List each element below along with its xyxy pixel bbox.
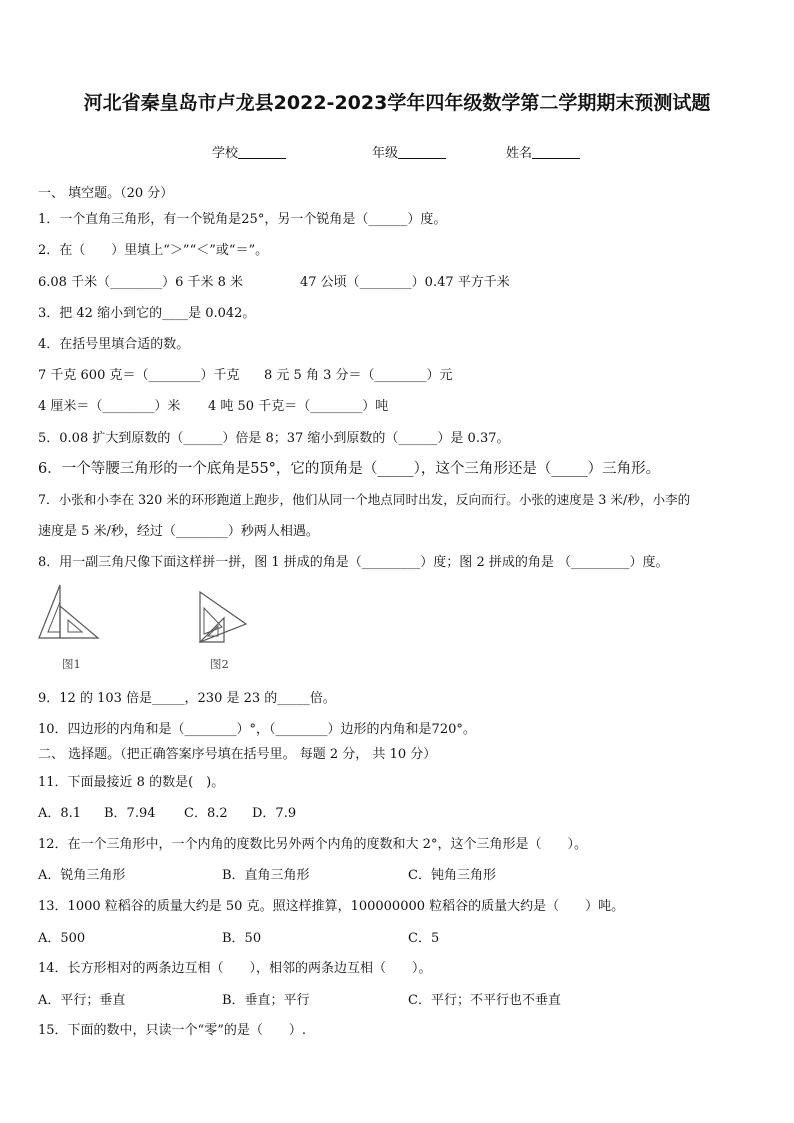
question-4-row1 <box>38 364 758 382</box>
question-12-options <box>38 864 758 882</box>
option-a[interactable]: A．锐角三角形 <box>38 868 126 883</box>
figure-2-set-squares <box>194 590 256 650</box>
question-2: 2．在（ ）里填上“＞”“＜”或“＝”。 <box>38 243 269 258</box>
question-4b: 8 元 5 角 3 分＝（________）元 <box>264 368 453 383</box>
grade-field <box>372 142 446 161</box>
option-c[interactable]: C．钝角三角形 <box>408 868 496 883</box>
question-13: 13．1000 粒稻谷的质量大约是 50 克。照这样推算，100000000 粒稻谷的质量大约是（ ）吨。 <box>38 899 625 914</box>
question-14-options <box>38 989 758 1007</box>
option-d[interactable]: D．7.9 <box>252 806 297 821</box>
grade-label: 年级 <box>372 146 399 161</box>
fig1-triangle-45-inner <box>68 620 82 632</box>
option-b[interactable]: B．垂直；平行 <box>222 993 310 1008</box>
fig1-triangle-45 <box>60 606 98 638</box>
question-4: 4．在括号里填合适的数。 <box>38 337 190 352</box>
option-c[interactable]: C．5 <box>408 931 440 946</box>
question-9: 9．12 的 103 倍是_____，230 是 23 的_____倍。 <box>38 691 336 706</box>
name-field <box>506 142 580 161</box>
grade-blank[interactable] <box>398 146 446 159</box>
option-b[interactable]: B．直角三角形 <box>222 868 310 883</box>
option-a[interactable]: A．8.1 <box>38 806 82 821</box>
option-b[interactable]: B．7.94 <box>104 806 156 821</box>
question-6: 6．一个等腰三角形的一个底角是55°，它的顶角是（_____），这个三角形还是（_____）三角形。 <box>38 461 661 477</box>
option-a[interactable]: A．平行；垂直 <box>38 993 126 1008</box>
fig2-triangle-45-inner <box>208 626 218 636</box>
school-blank[interactable] <box>238 146 286 159</box>
question-13-options <box>38 927 758 945</box>
question-7-line-2: 速度是 5 米/秒，经过（________）秒两人相遇。 <box>38 524 319 539</box>
question-5: 5．0.08 扩大到原数的（______）倍是 8；37 缩小到原数的（______）是 0.37。 <box>38 431 510 446</box>
figure-1-caption: 图1 <box>62 657 81 671</box>
question-3: 3．把 42 缩小到它的____是 0.042。 <box>38 306 256 321</box>
figure-2-caption: 图2 <box>210 657 229 671</box>
question-4a: 7 千克 600 克＝（________）千克 <box>38 368 240 383</box>
option-b[interactable]: B．50 <box>222 931 262 946</box>
question-11-options <box>38 802 758 820</box>
question-2a: 6.08 千米（________）6 千米 8 米 <box>38 275 244 290</box>
fig1-triangle-30-60-inner <box>48 602 60 632</box>
school-field <box>212 142 286 161</box>
question-14: 14．长方形相对的两条边互相（ ），相邻的两条边互相（ ）。 <box>38 961 432 976</box>
section-fill-in-heading: 一、 填空题。（20 分） <box>38 186 174 201</box>
question-15: 15．下面的数中，只读一个“零”的是（ ）. <box>38 1023 306 1038</box>
option-c[interactable]: C．8.2 <box>184 806 228 821</box>
question-8: 8．用一副三角尺像下面这样拼一拼，图 1 拼成的角是（_________）度；图 2 拼成的角是 （_________）度。 <box>38 555 669 570</box>
school-label: 学校 <box>212 146 239 161</box>
question-4c: 4 厘米＝（________）米 <box>38 399 181 414</box>
question-2b: 47 公顷（________）0.47 平方千米 <box>300 275 510 290</box>
question-2-items <box>38 271 758 289</box>
option-a[interactable]: A．500 <box>38 931 86 946</box>
question-4d: 4 吨 50 千克＝（________）吨 <box>208 399 389 414</box>
fig2-triangle-30-60-inner <box>204 608 222 634</box>
name-blank[interactable] <box>532 146 580 159</box>
page-title: 河北省秦皇岛市卢龙县2022-2023学年四年级数学第二学期期末预测试题 <box>83 92 711 114</box>
figure-1-set-squares <box>38 582 110 654</box>
section-choice-heading: 二、 选择题。（把正确答案序号填在括号里。 每题 2 分， 共 10 分） <box>38 747 437 762</box>
fig1-triangle-30-60 <box>39 585 60 638</box>
question-1: 1．一个直角三角形，有一个锐角是25°，另一个锐角是（______）度。 <box>38 212 447 227</box>
question-12: 12．在一个三角形中，一个内角的度数比另外两个内角的度数和大 2°，这个三角形是（ ）。 <box>38 837 587 852</box>
question-7-line-1: 7．小张和小李在 320 米的环形跑道上跑步，他们从同一个地点同时出发，反向而行。小张的速度是 3 米/秒，小李的 <box>38 492 691 507</box>
question-11: 11．下面最接近 8 的数是( )。 <box>38 775 225 790</box>
question-4-row2 <box>38 395 758 413</box>
question-10: 10．四边形的内角和是（________）°，（________）边形的内角和是720°。 <box>38 722 476 737</box>
name-label: 姓名 <box>506 146 533 161</box>
option-c[interactable]: C．平行；不平行也不垂直 <box>408 993 561 1008</box>
